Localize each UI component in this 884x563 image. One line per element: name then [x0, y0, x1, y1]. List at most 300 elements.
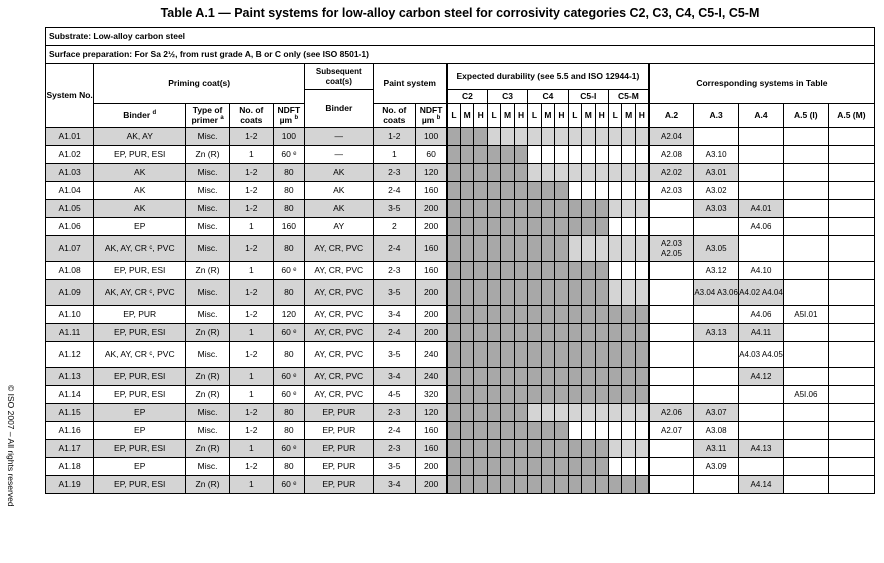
table-row [46, 386, 875, 404]
binder-cell: AK [94, 182, 186, 200]
durability-cell [608, 422, 621, 440]
durability-cell [622, 128, 635, 146]
system-ndft-cell: 200 [416, 218, 447, 236]
system-no-header: System No. [46, 64, 94, 128]
corresponding-system-cell [828, 368, 874, 386]
subsequent-binder-cell: EP, PUR [305, 404, 373, 422]
corresponding-system-cell: A3.04 A3.06 [694, 280, 739, 306]
priming-ndft-cell: 60 ᵉ [273, 386, 304, 404]
durability-cell [501, 342, 514, 368]
durability-cell [528, 128, 541, 146]
corresponding-system-cell [783, 422, 828, 440]
binder-header: Binder $^d$ [94, 104, 186, 128]
durability-cell [541, 146, 554, 164]
durability-cell [528, 440, 541, 458]
durability-cell [501, 386, 514, 404]
durability-cell [501, 200, 514, 218]
durability-cell [501, 476, 514, 494]
corresponding-system-cell [739, 386, 784, 404]
durability-cell [474, 262, 487, 280]
expected-durability-header: Expected durability (see 5.5 and ISO 12944-1) [447, 64, 649, 90]
durability-cell [460, 324, 473, 342]
durability-cell [460, 262, 473, 280]
priming-coats-cell: 1-2 [229, 200, 273, 218]
durability-cell [622, 440, 635, 458]
durability-cell [555, 218, 568, 236]
corresponding-system-cell: A2.08 [649, 146, 694, 164]
subsequent-binder-cell: AY, CR, PVC [305, 368, 373, 386]
durability-cell [622, 218, 635, 236]
table-ref-header: A.2 [649, 104, 694, 128]
durability-cell [487, 128, 500, 146]
priming-ndft-cell: 60 ᵉ [273, 440, 304, 458]
corresponding-system-cell [828, 306, 874, 324]
system-coats-cell: 3-5 [373, 280, 416, 306]
durability-cell [582, 342, 595, 368]
durability-cell [501, 458, 514, 476]
subsequent-binder-cell: EP, PUR [305, 440, 373, 458]
durability-cell [582, 236, 595, 262]
durability-cell [568, 422, 581, 440]
level-header-c3-h: H [514, 104, 527, 128]
table-row [46, 280, 875, 306]
priming-coats-cell: 1 [229, 324, 273, 342]
durability-cell [474, 146, 487, 164]
durability-cell [528, 324, 541, 342]
durability-cell [608, 386, 621, 404]
copyright-note: © ISO 2007 – All rights reserved [6, 385, 16, 507]
durability-cell [514, 262, 527, 280]
corresponding-system-cell: A2.02 [649, 164, 694, 182]
durability-cell [514, 218, 527, 236]
durability-cell [622, 236, 635, 262]
durability-cell [635, 262, 648, 280]
durability-cell [501, 280, 514, 306]
durability-cell [487, 164, 500, 182]
durability-cell [541, 182, 554, 200]
table-row [46, 200, 875, 218]
priming-coats-cell: 1-2 [229, 458, 273, 476]
system-ndft-cell: 160 [416, 182, 447, 200]
binder-cell: EP [94, 218, 186, 236]
corresponding-system-cell [694, 306, 739, 324]
corresponding-system-cell: A4.06 [739, 306, 784, 324]
subsequent-binder-cell: AY, CR, PVC [305, 306, 373, 324]
priming-coats-cell: 1 [229, 218, 273, 236]
durability-cell [568, 386, 581, 404]
durability-cell [595, 164, 608, 182]
durability-cell [608, 236, 621, 262]
durability-cell [528, 262, 541, 280]
priming-coats-cell: 1 [229, 146, 273, 164]
durability-cell [595, 440, 608, 458]
corresponding-system-cell [783, 342, 828, 368]
table-row [46, 422, 875, 440]
durability-cell [514, 182, 527, 200]
system-no-cell: A1.14 [46, 386, 94, 404]
table-row [46, 128, 875, 146]
durability-cell [622, 262, 635, 280]
durability-cell [608, 280, 621, 306]
system-coats-cell: 2 [373, 218, 416, 236]
durability-cell [568, 182, 581, 200]
corresponding-system-cell: A4.06 [739, 218, 784, 236]
corresponding-system-cell [739, 164, 784, 182]
corresponding-system-cell [828, 404, 874, 422]
durability-cell [595, 218, 608, 236]
level-header-c5-m-l: L [608, 104, 621, 128]
durability-cell [555, 476, 568, 494]
corresponding-system-cell [828, 386, 874, 404]
corresponding-system-cell [828, 280, 874, 306]
primer-type-cell: Misc. [186, 128, 230, 146]
corresponding-system-cell: A3.13 [694, 324, 739, 342]
corresponding-system-cell: A4.01 [739, 200, 784, 218]
durability-cell [528, 200, 541, 218]
corresponding-systems-header: Corresponding systems in Table [649, 64, 875, 104]
system-ndft-cell: 160 [416, 262, 447, 280]
durability-cell [568, 218, 581, 236]
corresponding-system-cell [783, 262, 828, 280]
system-no-cell: A1.13 [46, 368, 94, 386]
corresponding-system-cell [783, 458, 828, 476]
level-header-c4-l: L [528, 104, 541, 128]
durability-cell [474, 458, 487, 476]
durability-cell [608, 404, 621, 422]
level-header-c2-l: L [447, 104, 460, 128]
primer-type-cell: Misc. [186, 458, 230, 476]
corresponding-system-cell: A5I.06 [783, 386, 828, 404]
level-header-c4-m: M [541, 104, 554, 128]
system-coats-cell: 2-3 [373, 164, 416, 182]
corresponding-system-cell [694, 218, 739, 236]
durability-cell [528, 236, 541, 262]
durability-cell [528, 306, 541, 324]
durability-cell [474, 404, 487, 422]
table-row [46, 342, 875, 368]
durability-cell [622, 182, 635, 200]
priming-ndft-cell: 80 [273, 422, 304, 440]
durability-cell [514, 440, 527, 458]
priming-ndft-cell: 60 ᵉ [273, 324, 304, 342]
durability-cell [568, 476, 581, 494]
durability-cell [501, 404, 514, 422]
durability-cell [582, 368, 595, 386]
system-no-cell: A1.15 [46, 404, 94, 422]
ps-ndft-header: NDFT µm $^b$ [416, 104, 447, 128]
system-coats-cell: 2-4 [373, 324, 416, 342]
durability-cell [622, 458, 635, 476]
durability-cell [568, 262, 581, 280]
priming-coats-cell: 1-2 [229, 128, 273, 146]
corresponding-system-cell: A3.03 [694, 200, 739, 218]
durability-cell [501, 324, 514, 342]
durability-cell [474, 386, 487, 404]
durability-cell [528, 280, 541, 306]
durability-cell [514, 422, 527, 440]
table-ref-header: A.5 (M) [828, 104, 874, 128]
durability-cell [487, 236, 500, 262]
durability-cell [555, 280, 568, 306]
durability-cell [555, 146, 568, 164]
corresponding-system-cell: A3.12 [694, 262, 739, 280]
corresponding-system-cell [649, 280, 694, 306]
ps-no-of-coats-header: No. of coats [373, 104, 416, 128]
binder-cell: AK [94, 164, 186, 182]
durability-cell [622, 386, 635, 404]
durability-cell [487, 458, 500, 476]
binder-cell: EP, PUR, ESI [94, 262, 186, 280]
system-ndft-cell: 200 [416, 324, 447, 342]
durability-cell [474, 476, 487, 494]
durability-cell [447, 404, 460, 422]
durability-cell [555, 236, 568, 262]
durability-cell [568, 440, 581, 458]
durability-cell [622, 306, 635, 324]
primer-type-cell: Misc. [186, 236, 230, 262]
durability-cell [514, 458, 527, 476]
subsequent-binder-cell: EP, PUR [305, 476, 373, 494]
corresponding-system-cell: A2.04 [649, 128, 694, 146]
system-no-cell: A1.06 [46, 218, 94, 236]
corresponding-system-cell [828, 128, 874, 146]
primer-type-cell: Zn (R) [186, 476, 230, 494]
corresponding-system-cell [783, 128, 828, 146]
durability-cell [608, 458, 621, 476]
durability-cell [635, 182, 648, 200]
priming-ndft-cell: 80 [273, 236, 304, 262]
corresponding-system-cell [739, 128, 784, 146]
durability-cell [635, 324, 648, 342]
primer-type-cell: Misc. [186, 200, 230, 218]
system-coats-cell: 1 [373, 146, 416, 164]
durability-cell [595, 342, 608, 368]
durability-cell [474, 236, 487, 262]
table-row [46, 324, 875, 342]
durability-cell [541, 164, 554, 182]
table-row [46, 306, 875, 324]
system-coats-cell: 2-3 [373, 262, 416, 280]
corresponding-system-cell [649, 262, 694, 280]
durability-cell [568, 280, 581, 306]
substrate-note: Substrate: Low-alloy carbon steel [46, 28, 875, 46]
priming-coats-cell: 1-2 [229, 182, 273, 200]
system-no-cell: A1.04 [46, 182, 94, 200]
corresponding-system-cell: A5I.01 [783, 306, 828, 324]
durability-cell [541, 422, 554, 440]
durability-cell [447, 306, 460, 324]
durability-cell [582, 440, 595, 458]
system-coats-cell: 3-4 [373, 368, 416, 386]
system-coats-cell: 2-3 [373, 404, 416, 422]
durability-cell [595, 236, 608, 262]
durability-cell [460, 218, 473, 236]
level-header-c5-i-m: M [582, 104, 595, 128]
durability-cell [447, 368, 460, 386]
binder-cell: EP, PUR, ESI [94, 146, 186, 164]
durability-cell [447, 236, 460, 262]
system-coats-cell: 2-4 [373, 182, 416, 200]
durability-cell [555, 324, 568, 342]
durability-cell [608, 164, 621, 182]
durability-cell [555, 404, 568, 422]
priming-coats-cell: 1-2 [229, 422, 273, 440]
primer-type-cell: Zn (R) [186, 324, 230, 342]
system-coats-cell: 2-3 [373, 440, 416, 458]
durability-cell [474, 200, 487, 218]
durability-cell [541, 368, 554, 386]
system-coats-cell: 3-5 [373, 200, 416, 218]
durability-cell [568, 128, 581, 146]
durability-cell [555, 342, 568, 368]
table-row [46, 262, 875, 280]
corresponding-system-cell [783, 200, 828, 218]
durability-cell [582, 324, 595, 342]
durability-cell [541, 324, 554, 342]
durability-cell [595, 280, 608, 306]
durability-cell [487, 306, 500, 324]
subsequent-binder-cell: EP, PUR [305, 458, 373, 476]
primer-type-cell: Misc. [186, 342, 230, 368]
corresponding-system-cell [828, 476, 874, 494]
corresponding-system-cell [739, 146, 784, 164]
corresponding-system-cell [783, 440, 828, 458]
durability-cell [514, 306, 527, 324]
category-header-c5-m: C5-M [608, 90, 648, 104]
durability-cell [514, 236, 527, 262]
system-no-cell: A1.11 [46, 324, 94, 342]
corresponding-system-cell [694, 128, 739, 146]
durability-cell [528, 368, 541, 386]
primer-type-cell: Zn (R) [186, 146, 230, 164]
durability-cell [487, 476, 500, 494]
durability-cell [582, 280, 595, 306]
durability-cell [460, 146, 473, 164]
system-ndft-cell: 200 [416, 306, 447, 324]
corresponding-system-cell [739, 422, 784, 440]
durability-cell [460, 306, 473, 324]
priming-ndft-cell: 60 ᵉ [273, 368, 304, 386]
durability-cell [447, 458, 460, 476]
durability-cell [447, 200, 460, 218]
primer-type-cell: Misc. [186, 182, 230, 200]
priming-coats-cell: 1-2 [229, 404, 273, 422]
level-header-c5-m-h: H [635, 104, 648, 128]
system-no-cell: A1.12 [46, 342, 94, 368]
durability-cell [622, 368, 635, 386]
corresponding-system-cell [783, 404, 828, 422]
priming-coats-cell: 1 [229, 262, 273, 280]
priming-coats-cell: 1 [229, 368, 273, 386]
corresponding-system-cell [828, 218, 874, 236]
corresponding-system-cell [783, 324, 828, 342]
durability-cell [487, 262, 500, 280]
priming-ndft-cell: 60 ᵉ [273, 476, 304, 494]
durability-cell [487, 324, 500, 342]
durability-cell [541, 262, 554, 280]
durability-cell [501, 306, 514, 324]
durability-cell [541, 476, 554, 494]
durability-cell [582, 386, 595, 404]
durability-cell [460, 200, 473, 218]
durability-cell [460, 182, 473, 200]
system-ndft-cell: 120 [416, 164, 447, 182]
durability-cell [474, 164, 487, 182]
corresponding-system-cell: A3.11 [694, 440, 739, 458]
corresponding-system-cell: A2.06 [649, 404, 694, 422]
durability-cell [460, 280, 473, 306]
durability-cell [541, 200, 554, 218]
durability-cell [514, 146, 527, 164]
durability-cell [447, 440, 460, 458]
binder-cell: EP, PUR, ESI [94, 368, 186, 386]
corresponding-system-cell [649, 324, 694, 342]
durability-cell [635, 236, 648, 262]
table-row [46, 218, 875, 236]
durability-cell [595, 262, 608, 280]
corresponding-system-cell [739, 404, 784, 422]
durability-cell [635, 422, 648, 440]
durability-cell [528, 404, 541, 422]
durability-cell [447, 128, 460, 146]
corresponding-system-cell: A3.07 [694, 404, 739, 422]
corresponding-system-cell [783, 476, 828, 494]
durability-cell [608, 200, 621, 218]
priming-ndft-cell: 120 [273, 306, 304, 324]
priming-coats-cell: 1-2 [229, 306, 273, 324]
durability-cell [582, 306, 595, 324]
subsequent-binder-cell: — [305, 146, 373, 164]
durability-cell [582, 164, 595, 182]
priming-ndft-cell: 60 ᵉ [273, 146, 304, 164]
durability-cell [635, 200, 648, 218]
durability-cell [622, 422, 635, 440]
durability-cell [608, 440, 621, 458]
priming-ndft-cell: 80 [273, 404, 304, 422]
corresponding-system-cell [783, 280, 828, 306]
durability-cell [487, 218, 500, 236]
system-no-cell: A1.03 [46, 164, 94, 182]
corresponding-system-cell: A4.13 [739, 440, 784, 458]
no-of-coats-header: No. of coats [229, 104, 273, 128]
durability-cell [582, 128, 595, 146]
durability-cell [622, 164, 635, 182]
table-ref-header: A.5 (I) [783, 104, 828, 128]
binder-cell: EP [94, 404, 186, 422]
durability-cell [501, 128, 514, 146]
surface-prep-note: Surface preparation: For Sa 2½, from rust grade A, B or C only (see ISO 8501-1) [46, 46, 875, 64]
primer-type-cell: Zn (R) [186, 368, 230, 386]
priming-ndft-cell: 80 [273, 458, 304, 476]
binder-cell: EP, PUR, ESI [94, 324, 186, 342]
subsequent-binder-cell: AY, CR, PVC [305, 280, 373, 306]
system-no-cell: A1.19 [46, 476, 94, 494]
level-header-c3-m: M [501, 104, 514, 128]
corresponding-system-cell: A3.10 [694, 146, 739, 164]
durability-cell [541, 218, 554, 236]
level-header-c5-i-h: H [595, 104, 608, 128]
corresponding-system-cell: A4.02 A4.04 [739, 280, 784, 306]
durability-cell [487, 200, 500, 218]
corresponding-system-cell: A3.01 [694, 164, 739, 182]
durability-cell [501, 236, 514, 262]
durability-cell [608, 146, 621, 164]
durability-cell [528, 182, 541, 200]
durability-cell [487, 440, 500, 458]
primer-type-cell: Misc. [186, 218, 230, 236]
corresponding-system-cell [783, 164, 828, 182]
durability-cell [582, 404, 595, 422]
